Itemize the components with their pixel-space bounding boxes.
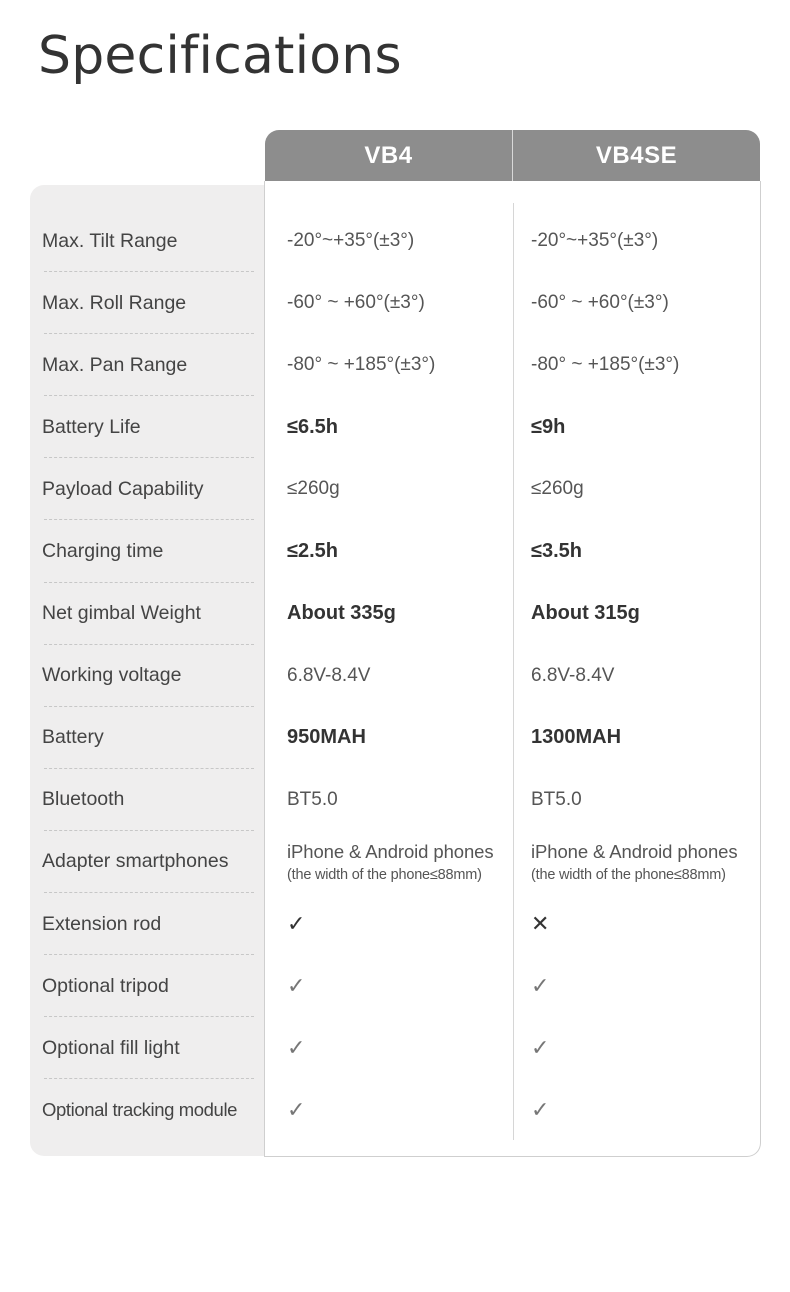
vb4-value: ≤2.5h	[287, 539, 338, 562]
vb4-value: 6.8V-8.4V	[287, 664, 371, 686]
vb4se-value: About 315g	[531, 602, 640, 625]
spec-label: Max. Pan Range	[42, 353, 188, 376]
spec-label: Adapter smartphones	[42, 850, 229, 873]
check-icon: ✓	[531, 1035, 550, 1061]
column-header-vb4: VB4	[364, 141, 413, 169]
spec-label: Battery	[42, 726, 104, 749]
table-row	[0, 1079, 790, 1141]
check-icon: ✓	[531, 973, 550, 999]
vb4-value: ≤260g	[287, 478, 340, 500]
vb4-value: 950MAH	[287, 726, 366, 749]
table-row	[0, 1017, 790, 1079]
vb4-value	[287, 1017, 517, 1079]
table-row	[0, 955, 790, 1017]
vb4-value	[287, 893, 517, 955]
vb4-value: ≤6.5h	[287, 415, 338, 438]
vb4-value: About 335g	[287, 602, 396, 625]
vb4se-value	[531, 955, 761, 1017]
table-row	[0, 831, 790, 893]
vb4se-value: ≤9h	[531, 415, 566, 438]
table-row	[0, 707, 790, 769]
vb4se-value: 1300MAH	[531, 726, 622, 749]
vb4se-value-main: iPhone & Android phones	[531, 840, 738, 862]
spec-label: Net gimbal Weight	[42, 602, 201, 625]
vb4-value: BT5.0	[287, 788, 338, 810]
spec-label: Battery Life	[42, 415, 141, 438]
spec-label: Optional tracking module	[42, 1099, 238, 1121]
vb4se-value-note: (the width of the phone≤88mm)	[531, 866, 726, 883]
vb4se-value	[531, 831, 761, 893]
spec-rows	[0, 210, 790, 1141]
spec-label: Optional fill light	[42, 1036, 180, 1059]
spec-label: Optional tripod	[42, 974, 169, 997]
vb4-value	[287, 831, 517, 893]
vb4se-value: BT5.0	[531, 788, 582, 810]
table-row	[0, 520, 790, 582]
table-row	[0, 396, 790, 458]
table-header	[265, 130, 760, 181]
vb4-value: -20°~+35°(±3°)	[287, 230, 415, 251]
vb4-value: -80° ~ +185°(±3°)	[287, 354, 436, 376]
vb4-value: -60° ~ +60°(±3°)	[287, 292, 425, 314]
spec-label: Extension rod	[42, 912, 162, 935]
vb4-value	[287, 955, 517, 1017]
vb4se-value: -20°~+35°(±3°)	[531, 230, 659, 251]
table-row	[0, 645, 790, 707]
table-row	[0, 334, 790, 396]
check-icon: ✓	[287, 1035, 306, 1061]
vb4se-value	[531, 1079, 761, 1141]
vb4se-value: ≤3.5h	[531, 539, 582, 562]
table-row	[0, 893, 790, 955]
vb4se-value	[531, 1017, 761, 1079]
vb4-value	[287, 1079, 517, 1141]
cross-icon: ✕	[531, 911, 550, 937]
table-row	[0, 458, 790, 520]
vb4se-value: -80° ~ +185°(±3°)	[531, 354, 680, 376]
vb4se-value: ≤260g	[531, 478, 584, 500]
page-title: Specifications	[38, 26, 402, 86]
check-icon: ✓	[287, 973, 306, 999]
check-icon: ✓	[531, 1097, 550, 1123]
spec-label: Charging time	[42, 539, 164, 562]
vb4se-value: 6.8V-8.4V	[531, 664, 615, 686]
check-icon: ✓	[287, 911, 306, 937]
vb4se-value: -60° ~ +60°(±3°)	[531, 292, 669, 314]
table-row	[0, 583, 790, 645]
vb4se-value	[531, 893, 761, 955]
table-row	[0, 769, 790, 831]
vb4-value-main: iPhone & Android phones	[287, 840, 494, 862]
table-row	[0, 210, 790, 272]
spec-label: Max. Tilt Range	[42, 229, 178, 252]
spec-label: Working voltage	[42, 664, 182, 687]
table-row	[0, 272, 790, 334]
spec-label: Payload Capability	[42, 477, 204, 500]
column-header-vb4se: VB4SE	[595, 141, 678, 169]
spec-label: Max. Roll Range	[42, 291, 187, 314]
vb4-value-note: (the width of the phone≤88mm)	[287, 866, 482, 883]
check-icon: ✓	[287, 1097, 306, 1123]
spec-label: Bluetooth	[42, 788, 125, 811]
